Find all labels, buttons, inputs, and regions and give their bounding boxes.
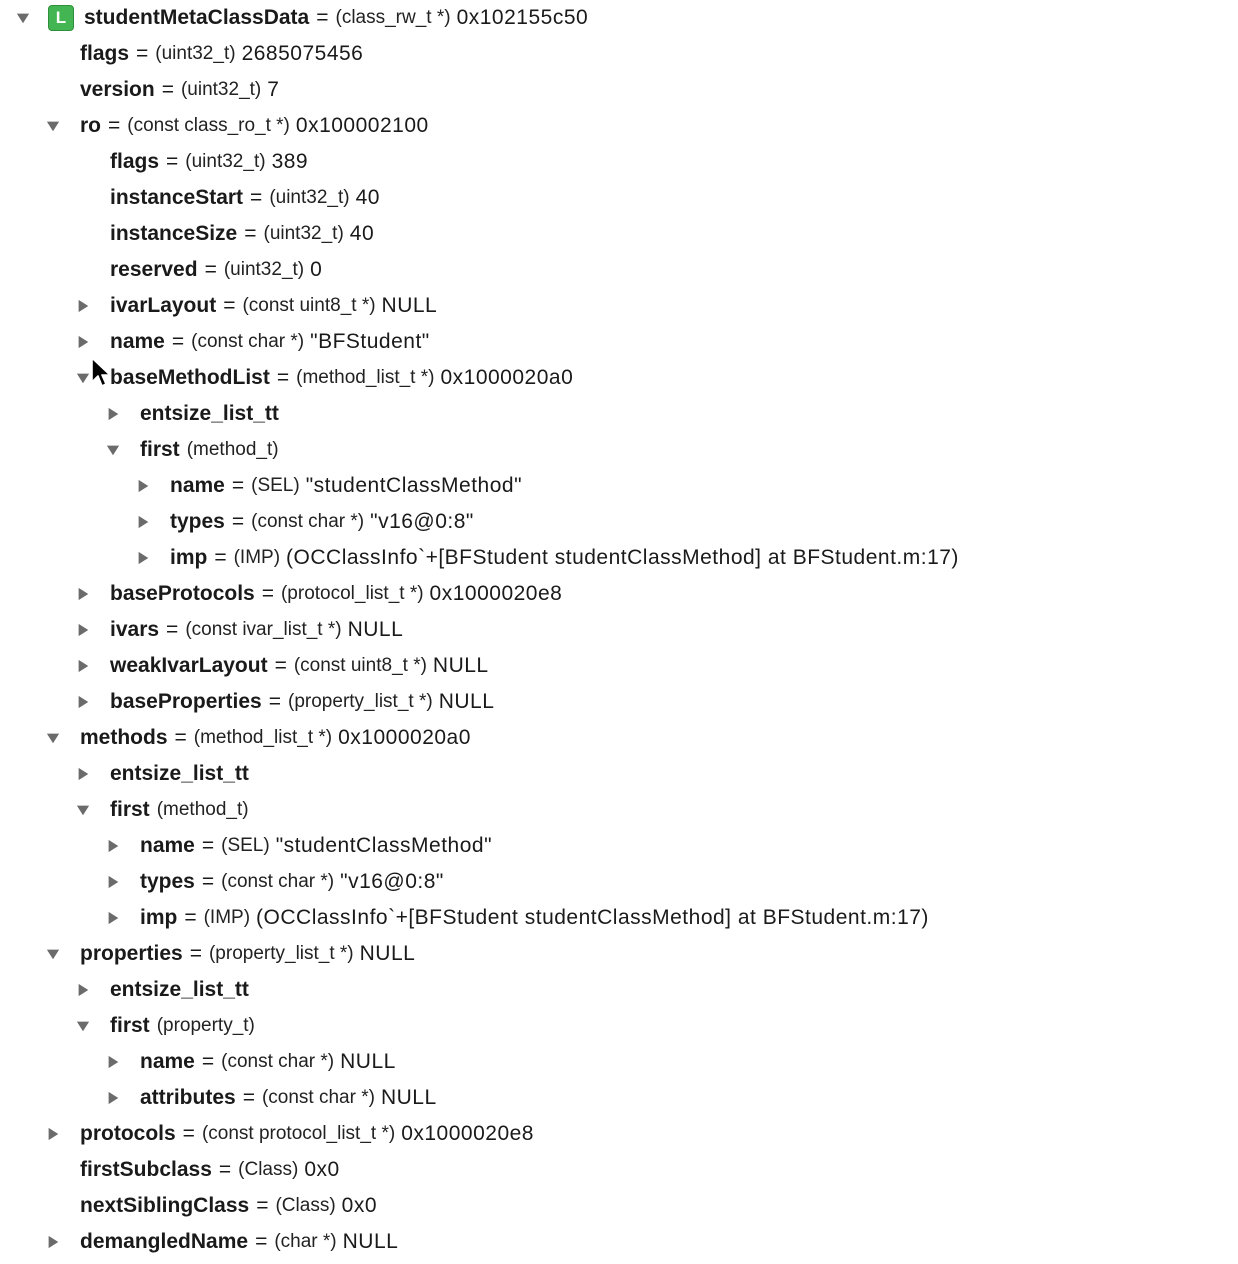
variable-type: (const char *) [261,1087,375,1108]
disclosure-collapsed-icon[interactable] [76,622,90,638]
variable-type: (IMP) [203,907,251,928]
variable-type: (SEL) [251,475,300,496]
tree-row-name[interactable] [0,324,1238,360]
tree-row-first[interactable] [0,1008,1238,1044]
equals-sign: = [174,726,187,749]
variable-type: (property_t) [156,1015,255,1036]
variable-name: demangledName [80,1230,249,1253]
tree-row-ro[interactable] [0,108,1238,144]
variable-value: NULL [347,618,404,641]
tree-row-imp[interactable] [0,540,1238,576]
variable-type: (uint32_t) [223,259,305,280]
disclosure-collapsed-icon[interactable] [76,766,90,782]
variable-type: (property_list_t *) [208,943,354,964]
equals-sign: = [231,510,245,533]
variable-name: firstSubclass [80,1158,212,1181]
variable-value: 0x0 [304,1158,340,1181]
tree-row-name[interactable] [0,1044,1238,1080]
tree-row-firstsubclass[interactable] [0,1152,1238,1188]
variable-value: 40 [349,222,375,245]
variable-name: ivars [110,618,160,641]
variable-name: flags [80,42,130,65]
tree-row-instancesize[interactable] [0,216,1238,252]
variable-name: entsize_list_tt [140,402,279,425]
variable-name: name [110,330,165,353]
variable-name: version [80,78,155,101]
variable-type: (property_list_t *) [288,691,433,712]
tree-row-protocols[interactable] [0,1116,1238,1152]
disclosure-collapsed-icon[interactable] [136,550,150,566]
tree-row-types[interactable] [0,504,1238,540]
equals-sign: = [242,1086,255,1109]
variable-type: (uint32_t) [155,43,236,64]
equals-sign: = [204,258,217,281]
variable-type: (uint32_t) [263,223,344,244]
variable-name: types [170,510,225,533]
disclosure-collapsed-icon[interactable] [106,874,120,890]
variable-type: (const ivar_list_t *) [185,619,342,640]
variable-type: (const char *) [221,871,335,892]
variable-name: baseProtocols [110,582,255,605]
variable-name: studentMetaClassData [84,6,310,29]
disclosure-collapsed-icon[interactable] [106,838,120,854]
variable-type: (method_t) [156,799,249,820]
mouse-pointer-icon [90,356,112,390]
tree-row-name[interactable] [0,468,1238,504]
variable-type: (const uint8_t *) [293,655,427,676]
equals-sign: = [250,186,263,209]
variable-type: (uint32_t) [185,151,266,172]
tree-row-basemethodlist[interactable] [0,360,1238,396]
disclosure-collapsed-icon[interactable] [106,910,120,926]
variable-value: 7 [267,78,280,101]
variable-type: (SEL) [221,835,270,856]
disclosure-collapsed-icon[interactable] [76,658,90,674]
variable-name: name [140,834,195,857]
variable-value: "v16@0:8" [340,870,444,893]
equals-sign: = [184,906,197,929]
tree-row-first[interactable] [0,792,1238,828]
tree-row-weakivarlayout[interactable] [0,648,1238,684]
variable-name: types [140,870,195,893]
variable-value: 0x100002100 [295,114,429,137]
variable-type: (const char *) [221,1051,335,1072]
variable-name: nextSiblingClass [80,1194,250,1217]
variable-type: (const char *) [191,331,305,352]
variable-name: ivarLayout [110,294,217,317]
variable-value: NULL [340,1050,396,1073]
tree-row-first[interactable] [0,432,1238,468]
tree-row-demangledname[interactable] [0,1224,1238,1260]
tree-row-methods[interactable] [0,720,1238,756]
variable-type: (Class) [275,1195,336,1216]
variable-type: (const class_ro_t *) [127,115,290,136]
variable-type: (uint32_t) [180,79,262,100]
variable-value: NULL [342,1230,399,1253]
equals-sign: = [316,6,329,29]
variable-name: protocols [80,1122,176,1145]
variable-type: (uint32_t) [269,187,350,208]
tree-row-baseproperties[interactable] [0,684,1238,720]
variable-name: name [140,1050,195,1073]
tree-row-attributes[interactable] [0,1080,1238,1116]
variable-value: 40 [355,186,380,209]
disclosure-collapsed-icon[interactable] [76,982,90,998]
equals-sign: = [214,546,227,569]
tree-row-imp[interactable] [0,900,1238,936]
tree-row-types[interactable] [0,864,1238,900]
disclosure-expanded-icon[interactable] [16,10,30,26]
variable-value: 2685075456 [241,42,364,65]
variable-type: (method_list_t *) [296,367,435,388]
disclosure-collapsed-icon[interactable] [106,1054,120,1070]
variable-value: 0x102155c50 [456,6,589,29]
equals-sign: = [182,1122,195,1145]
disclosure-collapsed-icon[interactable] [76,694,90,710]
variable-type: (method_t) [186,439,279,460]
variable-name: flags [110,150,160,173]
equals-sign: = [166,618,179,641]
variable-name: ro [80,114,101,137]
equals-sign: = [223,294,236,317]
disclosure-collapsed-icon[interactable] [46,1126,60,1142]
equals-sign: = [201,834,215,857]
disclosure-collapsed-icon[interactable] [136,478,150,494]
tree-row-flags[interactable] [0,36,1238,72]
equals-sign: = [231,474,245,497]
variable-name: instanceStart [110,186,244,209]
variable-name: name [170,474,225,497]
variable-value: 0x1000020a0 [338,726,471,749]
variable-type: (method_list_t *) [193,727,333,748]
variable-value: (OCClassInfo`+[BFStudent studentClassMethod] at BFStudent.m:17) [286,546,959,569]
tree-row-instancestart[interactable] [0,180,1238,216]
equals-sign: = [201,1050,215,1073]
tree-row-studentmetaclassdata[interactable] [0,0,1238,36]
variable-type: (const uint8_t *) [242,295,376,316]
disclosure-expanded-icon[interactable] [106,442,120,458]
tree-row-flags[interactable] [0,144,1238,180]
variable-value: 0x1000020e8 [429,582,563,605]
variable-name: imp [170,546,208,569]
variable-type: (class_rw_t *) [335,7,451,28]
variable-name: reserved [110,258,198,281]
disclosure-expanded-icon[interactable] [76,370,90,386]
variable-value: 0x1000020e8 [401,1122,534,1145]
variable-type: (const char *) [251,511,365,532]
tree-row-ivarlayout[interactable] [0,288,1238,324]
variable-value: NULL [359,942,416,965]
tree-row-entsize-list-tt[interactable] [0,972,1238,1008]
variable-value: "studentClassMethod" [275,834,493,857]
variable-value: NULL [381,294,438,317]
variable-value: 389 [271,150,309,173]
variable-value: "v16@0:8" [370,510,474,533]
equals-sign: = [108,114,121,137]
disclosure-collapsed-icon[interactable] [106,1090,120,1106]
tree-row-name[interactable] [0,828,1238,864]
variable-value: NULL [432,654,489,677]
tree-row-ivars[interactable] [0,612,1238,648]
variable-value: (OCClassInfo`+[BFStudent studentClassMethod] at BFStudent.m:17) [256,906,929,929]
variable-name: properties [80,942,183,965]
disclosure-collapsed-icon[interactable] [76,586,90,602]
disclosure-expanded-icon[interactable] [46,118,60,134]
equals-sign: = [255,1230,268,1253]
variable-type: (IMP) [233,547,281,568]
disclosure-collapsed-icon[interactable] [76,298,90,314]
variable-value: NULL [380,1086,437,1109]
equals-sign: = [136,42,149,65]
equals-sign: = [276,366,290,389]
variable-name: first [140,438,180,461]
equals-sign: = [166,150,179,173]
disclosure-expanded-icon[interactable] [46,946,60,962]
disclosure-expanded-icon[interactable] [76,1018,90,1034]
variable-value: "BFStudent" [310,330,430,353]
equals-sign: = [268,690,282,713]
variable-name: first [110,1014,150,1037]
tree-row-properties[interactable] [0,936,1238,972]
equals-sign: = [171,330,185,353]
variable-type: (char *) [274,1231,337,1252]
equals-sign: = [256,1194,269,1217]
equals-sign: = [201,870,215,893]
equals-sign: = [218,1158,232,1181]
equals-sign: = [274,654,287,677]
variable-name: first [110,798,150,821]
equals-sign: = [261,582,274,605]
variable-value: NULL [438,690,495,713]
tree-row-baseprotocols[interactable] [0,576,1238,612]
variable-name: methods [80,726,168,749]
variable-name: entsize_list_tt [110,762,249,785]
local-variable-badge: L [48,5,74,31]
variable-value: 0x1000020a0 [440,366,574,389]
tree-row-entsize-list-tt[interactable] [0,396,1238,432]
disclosure-expanded-icon[interactable] [76,802,90,818]
tree-row-version[interactable] [0,72,1238,108]
tree-row-entsize-list-tt[interactable] [0,756,1238,792]
tree-row-nextsiblingclass[interactable] [0,1188,1238,1224]
tree-row-reserved[interactable] [0,252,1238,288]
disclosure-collapsed-icon[interactable] [106,406,120,422]
variable-name: entsize_list_tt [110,978,249,1001]
disclosure-collapsed-icon[interactable] [136,514,150,530]
variable-type: (const protocol_list_t *) [201,1123,396,1144]
variable-value: 0 [310,258,323,281]
variable-type: (Class) [238,1159,299,1180]
disclosure-collapsed-icon[interactable] [46,1234,60,1250]
variable-name: instanceSize [110,222,238,245]
variable-type: (protocol_list_t *) [280,583,424,604]
equals-sign: = [189,942,202,965]
variable-name: weakIvarLayout [110,654,268,677]
disclosure-collapsed-icon[interactable] [76,334,90,350]
variable-value: "studentClassMethod" [305,474,523,497]
variable-name: imp [140,906,178,929]
equals-sign: = [161,78,174,101]
disclosure-expanded-icon[interactable] [46,730,60,746]
variable-name: baseMethodList [110,366,270,389]
variable-name: baseProperties [110,690,262,713]
variable-value: 0x0 [341,1194,378,1217]
equals-sign: = [244,222,257,245]
variable-name: attributes [140,1086,236,1109]
